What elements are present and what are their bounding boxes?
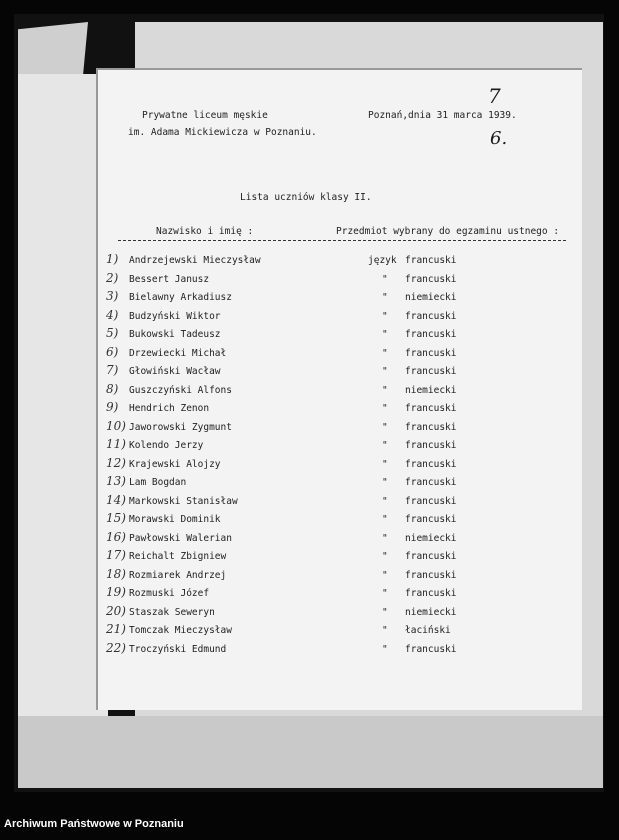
ditto-mark: " <box>382 421 388 433</box>
student-row <box>96 548 582 569</box>
student-subject: francuski <box>405 643 457 655</box>
page-mark-bottom: 6. <box>490 128 508 149</box>
student-row <box>96 252 582 273</box>
student-row <box>96 400 582 421</box>
torn-fragment <box>18 22 88 82</box>
ditto-mark: " <box>382 292 388 303</box>
student-subject: francuski <box>405 458 457 470</box>
student-name: Troczyński Edmund <box>129 643 227 655</box>
row-number: 12) <box>106 455 126 470</box>
student-row <box>96 326 582 347</box>
subject-prefix: język <box>368 255 397 266</box>
row-number: 2) <box>106 270 119 285</box>
row-number: 21) <box>106 622 126 636</box>
student-subject: francuski <box>405 477 457 488</box>
student-row <box>96 270 582 292</box>
student-name: Hendrich Zenon <box>129 403 210 414</box>
student-row <box>96 307 582 329</box>
ditto-mark: " <box>382 477 388 488</box>
ditto-mark: " <box>382 606 388 618</box>
student-subject: francuski <box>405 440 457 451</box>
student-subject: francuski <box>405 495 457 507</box>
student-subject: francuski <box>405 569 457 581</box>
student-row <box>96 603 582 625</box>
student-name: Guszczyński Alfons <box>129 384 232 396</box>
ditto-mark: " <box>382 588 388 599</box>
student-row <box>96 566 582 588</box>
student-subject: francuski <box>405 329 457 340</box>
ditto-mark: " <box>382 366 388 377</box>
row-number: 5) <box>106 326 119 340</box>
student-row <box>96 492 582 514</box>
student-subject: francuski <box>405 421 457 433</box>
student-subject: francuski <box>405 255 457 266</box>
student-subject: niemiecki <box>405 606 457 618</box>
ditto-mark: " <box>382 310 388 322</box>
student-name: Budzyński Wiktor <box>129 310 221 322</box>
student-row <box>96 344 582 366</box>
student-row <box>96 529 582 551</box>
row-number: 18) <box>106 566 126 581</box>
ditto-mark: " <box>382 347 388 359</box>
student-row <box>96 418 582 440</box>
ditto-mark: " <box>382 384 388 396</box>
student-name: Reichalt Zbigniew <box>129 551 227 562</box>
student-row <box>96 585 582 606</box>
school-line-2: im. Adama Mickiewicza w Poznaniu. <box>128 127 317 138</box>
place-date: Poznań,dnia 31 marca 1939. <box>368 110 517 121</box>
student-name: Jaworowski Zygmunt <box>129 421 232 433</box>
column-header-name: Nazwisko i imię : <box>156 226 254 237</box>
student-row <box>96 474 582 495</box>
student-name: Pawłowski Walerian <box>129 532 232 544</box>
student-row <box>96 622 582 643</box>
row-number: 11) <box>106 437 126 451</box>
student-subject: łaciński <box>405 625 451 636</box>
student-row <box>96 363 582 384</box>
student-name: Lam Bogdan <box>129 477 187 488</box>
ditto-mark: " <box>382 643 388 655</box>
row-number: 1) <box>106 252 119 266</box>
student-subject: francuski <box>405 403 457 414</box>
student-subject: francuski <box>405 273 457 285</box>
underlying-sheet <box>18 74 108 716</box>
row-number: 17) <box>106 548 126 562</box>
row-number: 15) <box>106 511 126 525</box>
bottom-sheet-edge <box>18 716 603 788</box>
student-name: Drzewiecki Michał <box>129 347 227 359</box>
row-number: 13) <box>106 474 126 488</box>
student-subject: francuski <box>405 366 457 377</box>
student-row <box>96 381 582 403</box>
student-name: Bielawny Arkadiusz <box>129 292 232 303</box>
school-line-1: Prywatne liceum męskie <box>142 110 268 121</box>
row-number: 16) <box>106 529 126 544</box>
row-number: 9) <box>106 400 119 414</box>
ditto-mark: " <box>382 440 388 451</box>
student-row <box>96 511 582 532</box>
row-number: 3) <box>106 289 119 303</box>
student-subject: francuski <box>405 347 457 359</box>
ditto-mark: " <box>382 569 388 581</box>
row-number: 6) <box>106 344 119 359</box>
student-subject: niemiecki <box>405 384 457 396</box>
student-row <box>96 289 582 310</box>
ditto-mark: " <box>382 495 388 507</box>
ditto-mark: " <box>382 273 388 285</box>
row-number: 22) <box>106 640 126 655</box>
student-name: Bessert Janusz <box>129 273 210 285</box>
ditto-mark: " <box>382 551 388 562</box>
student-name: Staszak Seweryn <box>129 606 215 618</box>
row-number: 14) <box>106 492 126 507</box>
student-subject: niemiecki <box>405 532 457 544</box>
ditto-mark: " <box>382 403 388 414</box>
student-subject: niemiecki <box>405 292 457 303</box>
row-number: 8) <box>106 381 119 396</box>
column-header-subject: Przedmiot wybrany do egzaminu ustnego : <box>336 226 560 237</box>
student-row <box>96 455 582 477</box>
archive-label: Archiwum Państwowe w Poznaniu <box>4 818 184 830</box>
document-title: Lista uczniów klasy II. <box>240 192 372 203</box>
student-row <box>96 437 582 458</box>
ditto-mark: " <box>382 514 388 525</box>
row-number: 19) <box>106 585 126 599</box>
student-name: Rozmiarek Andrzej <box>129 569 227 581</box>
ditto-mark: " <box>382 329 388 340</box>
row-number: 4) <box>106 307 119 322</box>
ditto-mark: " <box>382 532 388 544</box>
ditto-mark: " <box>382 625 388 636</box>
row-number: 7) <box>106 363 119 377</box>
row-number: 20) <box>106 603 126 618</box>
student-name: Andrzejewski Mieczysław <box>129 255 261 266</box>
student-subject: francuski <box>405 514 457 525</box>
student-name: Głowiński Wacław <box>129 366 221 377</box>
student-name: Bukowski Tadeusz <box>129 329 221 340</box>
student-name: Kolendo Jerzy <box>129 440 204 451</box>
page-mark-top: 7 <box>488 84 501 108</box>
document-page <box>96 68 582 710</box>
student-name: Krajewski Alojzy <box>129 458 221 470</box>
student-subject: francuski <box>405 310 457 322</box>
row-number: 10) <box>106 418 126 433</box>
student-name: Tomczak Mieczysław <box>129 625 232 636</box>
student-subject: francuski <box>405 551 457 562</box>
student-subject: francuski <box>405 588 457 599</box>
student-name: Markowski Stanisław <box>129 495 238 507</box>
header-divider <box>118 240 566 241</box>
student-row <box>96 640 582 662</box>
student-name: Morawski Dominik <box>129 514 221 525</box>
student-name: Rozmuski Józef <box>129 588 210 599</box>
ditto-mark: " <box>382 458 388 470</box>
